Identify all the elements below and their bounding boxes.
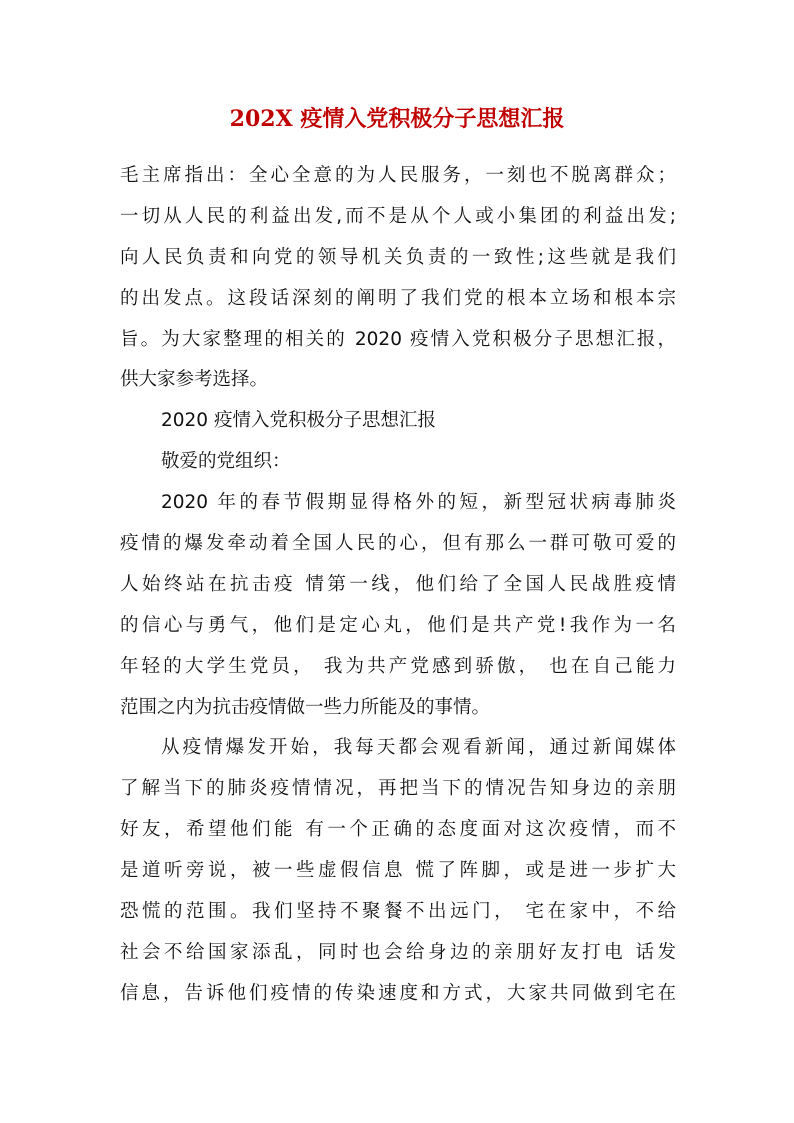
text-line: 毛主席指出：全心全意的为人民服务，一刻也不脱离群众； xyxy=(120,165,676,186)
text-line: 是道听旁说，被一些虚假信息 慌了阵脚，或是进一步扩大 xyxy=(120,860,676,882)
text-line: 供大家参考选择。 xyxy=(120,369,269,391)
text-line: 疫情的爆发牵动着全国人民的心，但有那么一群可敬可爱的 xyxy=(120,533,676,555)
text-line: 好友，希望他们能 有一个正确的态度面对这次疫情，而不 xyxy=(120,819,676,841)
text-line: 信息，告诉他们疫情的传染速度和方式，大家共同做到宅在 xyxy=(120,982,676,1004)
section-heading: 2020 疫情入党积极分子思想汇报 xyxy=(161,410,436,432)
text-line: 社会不给国家添乱，同时也会给身边的亲朋好友打电 话发 xyxy=(120,941,676,963)
text-line: 从疫情爆发开始，我每天都会观看新闻，通过新闻媒体 xyxy=(161,737,676,759)
text-line: 的信心与勇气，他们是定心丸，他们是共产党!我作为一名 xyxy=(120,614,676,636)
text-line: 了解当下的肺炎疫情情况，再把当下的情况告知身边的亲朋 xyxy=(120,778,676,800)
text-line: 的出发点。这段话深刻的阐明了我们党的根本立场和根本宗 xyxy=(120,287,676,309)
salutation: 敬爱的党组织： xyxy=(161,451,291,473)
text-line: 恐慌的范围。我们坚持不聚餐不出远门， 宅在家中，不给 xyxy=(120,901,676,923)
text-line: 年轻的大学生党员， 我为共产党感到骄傲， 也在自己能力 xyxy=(120,655,676,677)
text-line: 旨。为大家整理的相关的 2020 疫情入党积极分子思想汇报， xyxy=(120,328,676,350)
document-title: 202X 疫情入党积极分子思想汇报 xyxy=(229,106,565,132)
document-body xyxy=(120,156,676,1015)
text-line: 向人民负责和向党的领导机关负责的一致性;这些就是我们 xyxy=(120,246,676,268)
text-line: 人始终站在抗击疫 情第一线，他们给了全国人民战胜疫情 xyxy=(120,573,676,595)
text-line: 一切从人民的利益出发,而不是从个人或小集团的利益出发; xyxy=(120,205,676,227)
text-line: 范围之内为抗击疫情做一些力所能及的事情。 xyxy=(120,696,491,718)
text-line: 2020 年的春节假期显得格外的短，新型冠状病毒肺炎 xyxy=(161,492,676,514)
